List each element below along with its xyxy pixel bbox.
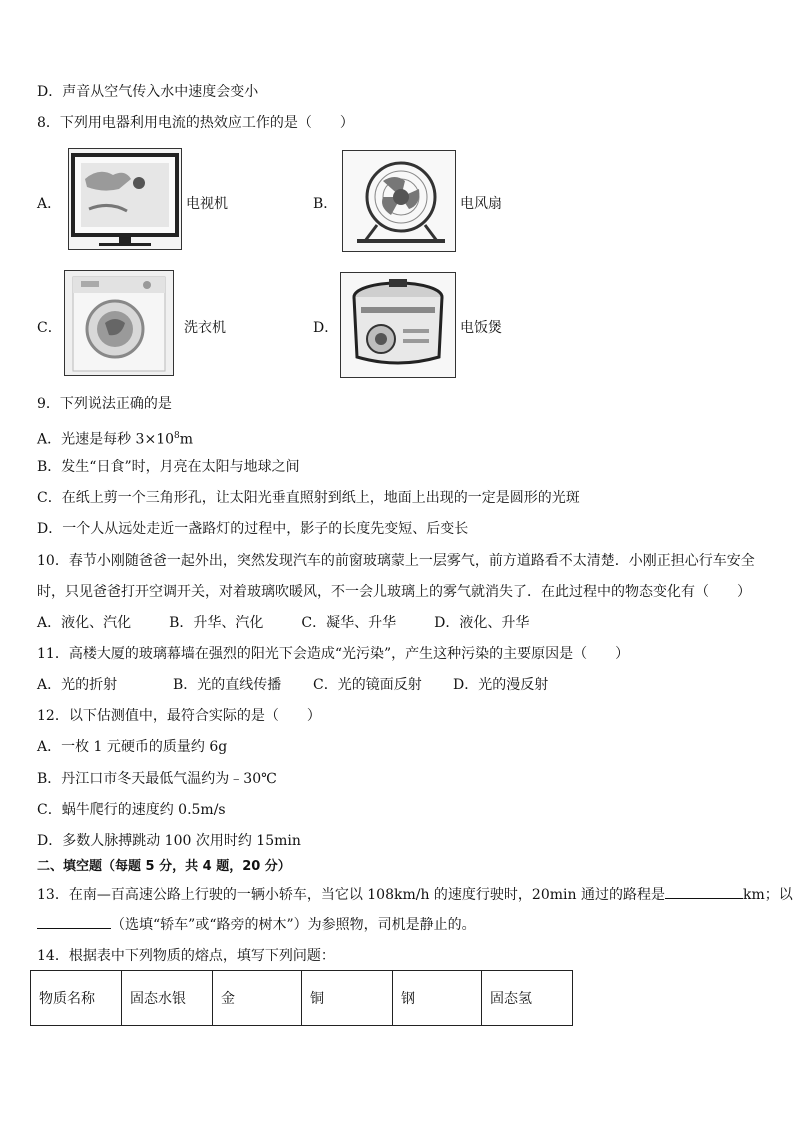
section-heading-fill-blank: 二、填空题（每题 5 分，共 4 题，20 分） (37, 859, 291, 874)
q9-option-b: B．发生“日食”时，月亮在太阳与地球之间 (37, 459, 300, 475)
q11-stem: 11．高楼大厦的玻璃幕墙在强烈的阳光下会造成“光污染”，产生这种污染的主要原因是（ ） (37, 646, 630, 662)
q11-options (37, 676, 548, 694)
q9-option-d: D．一个人从远处走近一盏路灯的过程中，影子的长度先变短、后变长 (37, 521, 469, 537)
q12-option-a: A．一枚 1 元硬币的质量约 6g (37, 739, 228, 755)
q11-option-c: C．光的镜面反射 (313, 677, 422, 693)
q10-stem-line2: 时，只见爸爸打开空调开关，对着玻璃吹暖风，不一会儿玻璃上的雾气就消失了．在此过程中的物态变化有（ ） (37, 584, 751, 600)
q8-option-a-label: A． (37, 196, 62, 212)
q9-option-c: C．在纸上剪一个三角形孔，让太阳光垂直照射到纸上，地面上出现的一定是圆形的光斑 (37, 490, 580, 506)
rice-cooker-icon (340, 272, 456, 378)
q13-blank-1[interactable] (665, 886, 743, 899)
q10-option-a: A．液化、汽化 (37, 615, 132, 631)
table-header-cell: 钢 (393, 971, 482, 1026)
q8-option-c-name: 洗衣机 (184, 320, 226, 336)
q10-option-d: D．液化、升华 (434, 615, 530, 631)
q8-option-b-name: 电风扇 (460, 196, 502, 212)
q8-option-d-name: 电饭煲 (460, 320, 502, 336)
table-header-cell: 物质名称 (31, 971, 122, 1026)
q10-option-c: C．凝华、升华 (301, 615, 397, 631)
table-header-cell: 金 (213, 971, 302, 1026)
q12-option-b: B．丹江口市冬天最低气温约为﹣30℃ (37, 771, 277, 787)
q13-line2: （选填“轿车”或“路旁的树木”）为参照物，司机是静止的。 (37, 916, 476, 934)
q12-option-c: C．蜗牛爬行的速度约 0.5m/s (37, 802, 226, 818)
q8-option-c-label: C． (37, 320, 62, 336)
melting-point-table (30, 970, 573, 1026)
table-header-cell: 固态氢 (482, 971, 573, 1026)
q10-option-b: B．升华、汽化 (169, 615, 264, 631)
q8-option-d-label: D． (313, 320, 339, 336)
q8-stem: 8．下列用电器利用电流的热效应工作的是（ ） (37, 115, 354, 131)
q8-option-b-label: B． (313, 196, 338, 212)
tv-icon (68, 148, 182, 250)
q12-option-d: D．多数人脉搏跳动 100 次用时约 15min (37, 833, 301, 849)
q10-options (37, 614, 529, 632)
q8-option-a-name: 电视机 (186, 196, 228, 212)
table-header-cell: 铜 (302, 971, 393, 1026)
table-row (31, 971, 573, 1026)
table-header-cell: 固态水银 (122, 971, 213, 1026)
washing-machine-icon (64, 270, 174, 376)
q14-stem: 14．根据表中下列物质的熔点，填写下列问题： (37, 948, 335, 964)
q9-stem: 9．下列说法正确的是 (37, 396, 172, 412)
q9-option-a: A．光速是每秒 $3\times 10^8m$ (37, 431, 194, 448)
q11-option-d: D．光的漫反射 (453, 677, 549, 693)
q13-line1: 13．在南—百高速公路上行驶的一辆小轿车，当它以 108km/h 的速度行驶时，20min 通过的路程是 km；以 (37, 887, 793, 903)
q12-stem: 12．以下估测值中，最符合实际的是（ ） (37, 708, 321, 724)
q7-option-d: D．声音从空气传入水中速度会变小 (37, 84, 259, 100)
q13-blank-2[interactable] (37, 916, 111, 929)
q11-option-a: A．光的折射 (37, 677, 118, 693)
fan-icon (342, 150, 456, 252)
q11-option-b: B．光的直线传播 (173, 677, 282, 693)
q10-stem-line1: 10．春节小刚随爸爸一起外出，突然发现汽车的前窗玻璃蒙上一层雾气，前方道路看不太清楚．小刚正担心行车安全 (37, 553, 755, 569)
